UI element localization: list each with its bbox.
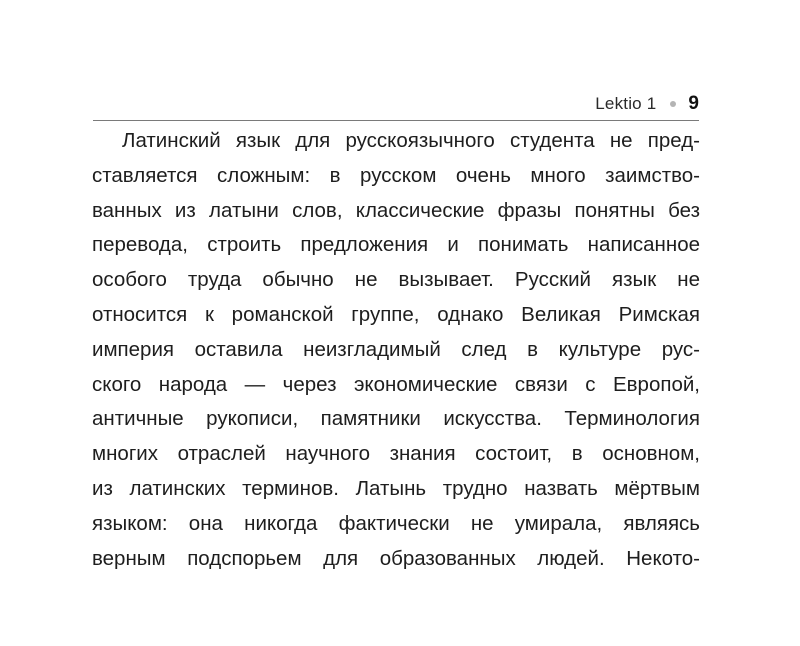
text-line: языком: она никогда фактически не умирала, являясь [92, 511, 700, 535]
text-line: античные рукописи, памятники искусства. Терминология [92, 407, 700, 431]
bullet-dot-icon [670, 101, 676, 107]
text-line: особого труда обычно не вызывает. Русский язык не [92, 268, 700, 292]
text-line: относится к романской группе, однако Великая Римская [92, 302, 700, 326]
text-line: империя оставила неизгладимый след в культуре рус- [92, 337, 700, 361]
text-line: верным подспорьем для образованных людей. Некото- [92, 546, 700, 570]
body-paragraph [92, 124, 700, 576]
running-head-right [595, 92, 699, 116]
running-head [93, 90, 699, 121]
text-line: перевода, строить предложения и понимать написанное [92, 233, 700, 257]
page-number: 9 [688, 93, 699, 114]
text-line: ванных из латыни слов, классические фразы понятны без [92, 198, 700, 222]
section-label: Lektio 1 [595, 94, 657, 113]
text-line: многих отраслей научного знания состоит, в основном, [92, 442, 700, 466]
text-line: ставляется сложным: в русском очень много заимство- [92, 163, 700, 187]
text-line: ского народа — через экономические связи с Европой, [92, 372, 700, 396]
text-line: Латинский язык для русскоязычного студента не пред- [122, 129, 700, 152]
text-line: из латинских терминов. Латынь трудно назвать мёртвым [92, 476, 700, 500]
